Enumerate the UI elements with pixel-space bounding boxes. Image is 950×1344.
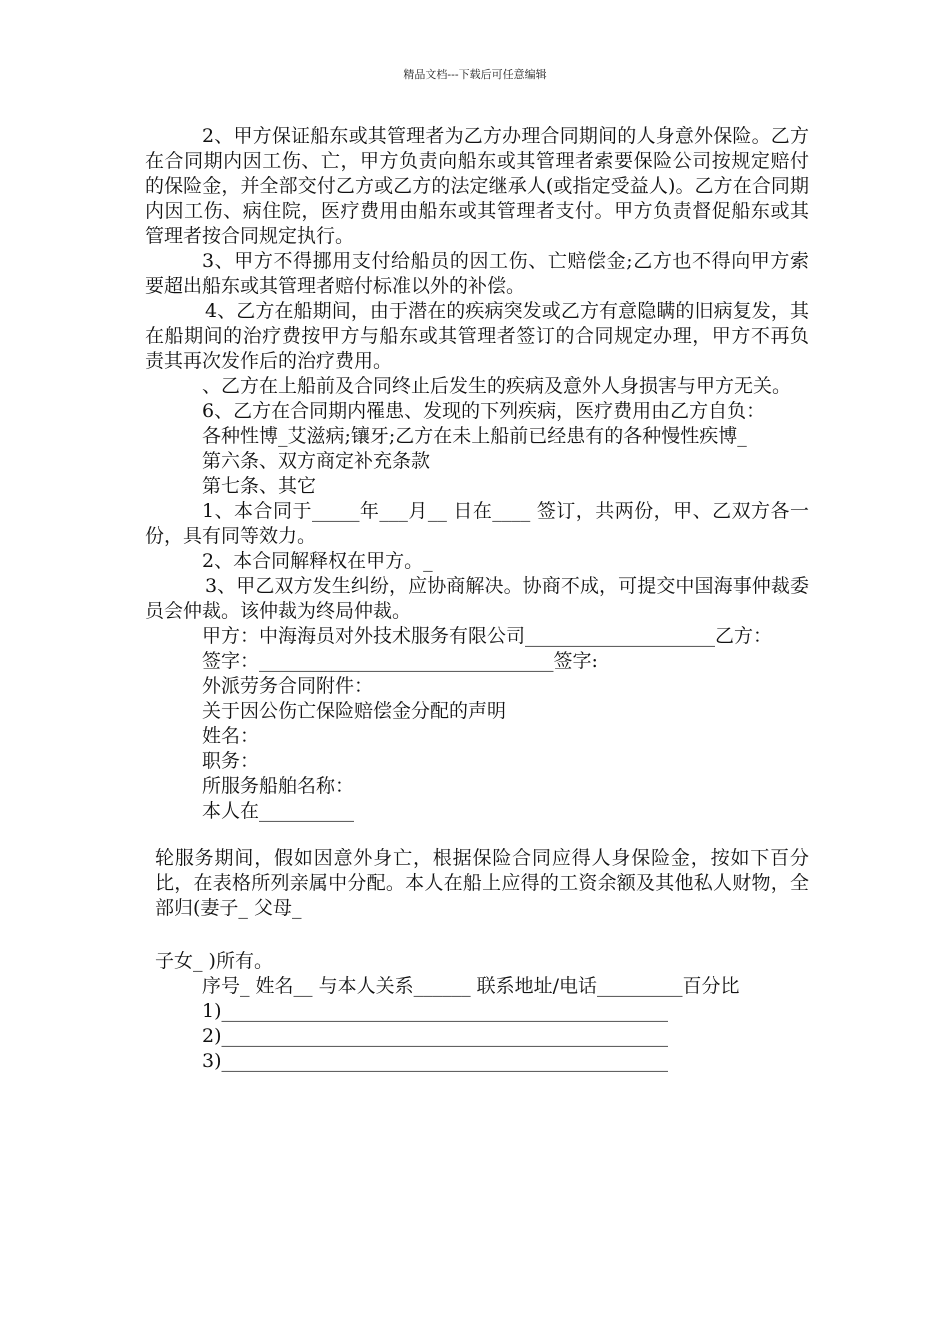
ship-name-field: 所服务船舶名称： — [202, 775, 355, 797]
beneficiary-row-1: 1)_______________________________________________ — [202, 1000, 669, 1022]
article-7-clause-2: 2、本合同解释权在甲方。_ — [202, 550, 433, 572]
page-header: 精品文档---下载后可任意编辑 — [403, 68, 547, 81]
clause-4: 4、乙方在船期间，由于潜在的疾病突发或乙方有意隐瞒的旧病复发，其在船期间的治疗费按甲方与船东或其管理者签订的合同规定办理，甲方不再负责其再次发作后的治疗费用。 — [145, 300, 809, 372]
beneficiary-row-3: 3)_______________________________________________ — [202, 1050, 669, 1072]
beneficiary-statement: 轮服务期间，假如因意外身亡，根据保险合同应得人身保险金，按如下百分比，在表格所列亲属中分配。本人在船上应得的工资余额及其他私人财物，全部归(妻子_ 父母_ — [155, 847, 809, 919]
beneficiary-table-header: 序号_ 姓名__ 与本人关系______ 联系地址/电话_________百分比 — [202, 975, 740, 997]
self-at-field: 本人在__________ — [202, 800, 355, 822]
party-a-line: 甲方：中海海员对外技术服务有限公司____________________乙方： — [202, 625, 773, 647]
annex-title: 外派劳务合同附件： — [202, 675, 374, 697]
document-body — [145, 124, 809, 1074]
article-7-heading: 第七条、其它 — [202, 475, 317, 497]
signature-line: 签字：_______________________________签字: — [202, 650, 598, 672]
clause-6: 6、乙方在合同期内罹患、发现的下列疾病，医疗费用由乙方自负： — [202, 400, 766, 422]
disease-list: 各种性博_艾滋病;镶牙;乙方在未上船前已经患有的各种慢性疾博_ — [202, 425, 747, 447]
article-7-clause-1: 1、本合同于_____年___月__ 日在____ 签订，共两份，甲、乙双方各一份，具有同等效力。 — [145, 500, 809, 547]
beneficiary-statement-end: 子女_ )所有。 — [155, 950, 273, 972]
declaration-title: 关于因公伤亡保险赔偿金分配的声明 — [202, 700, 507, 722]
position-field: 职务： — [202, 750, 260, 772]
clause-3: 3、甲方不得挪用支付给船员的因工伤、亡赔偿金;乙方也不得向甲方索要超出船东或其管理者赔付标准以外的补偿。 — [145, 250, 809, 297]
clause-2: 2、甲方保证船东或其管理者为乙方办理合同期间的人身意外保险。乙方在合同期内因工伤、亡，甲方负责向船东或其管理者索要保险公司按规定赔付的保险金，并全部交付乙方或乙方的法定继承人(或指定受益人)。乙方在合同期内因工伤、病住院，医疗费用由船东或其管理者支付。甲方负责督促船东或其管理者按合同规定执行。 — [145, 125, 809, 247]
clause-5: 、乙方在上船前及合同终止后发生的疾病及意外人身损害与甲方无关。 — [202, 375, 792, 397]
name-field: 姓名： — [202, 725, 260, 747]
article-6-heading: 第六条、双方商定补充条款 — [202, 450, 431, 472]
beneficiary-row-2: 2)_______________________________________________ — [202, 1025, 669, 1047]
article-7-clause-3: 3、甲乙双方发生纠纷，应协商解决。协商不成，可提交中国海事仲裁委员会仲裁。该仲裁为终局仲裁。 — [145, 575, 809, 622]
